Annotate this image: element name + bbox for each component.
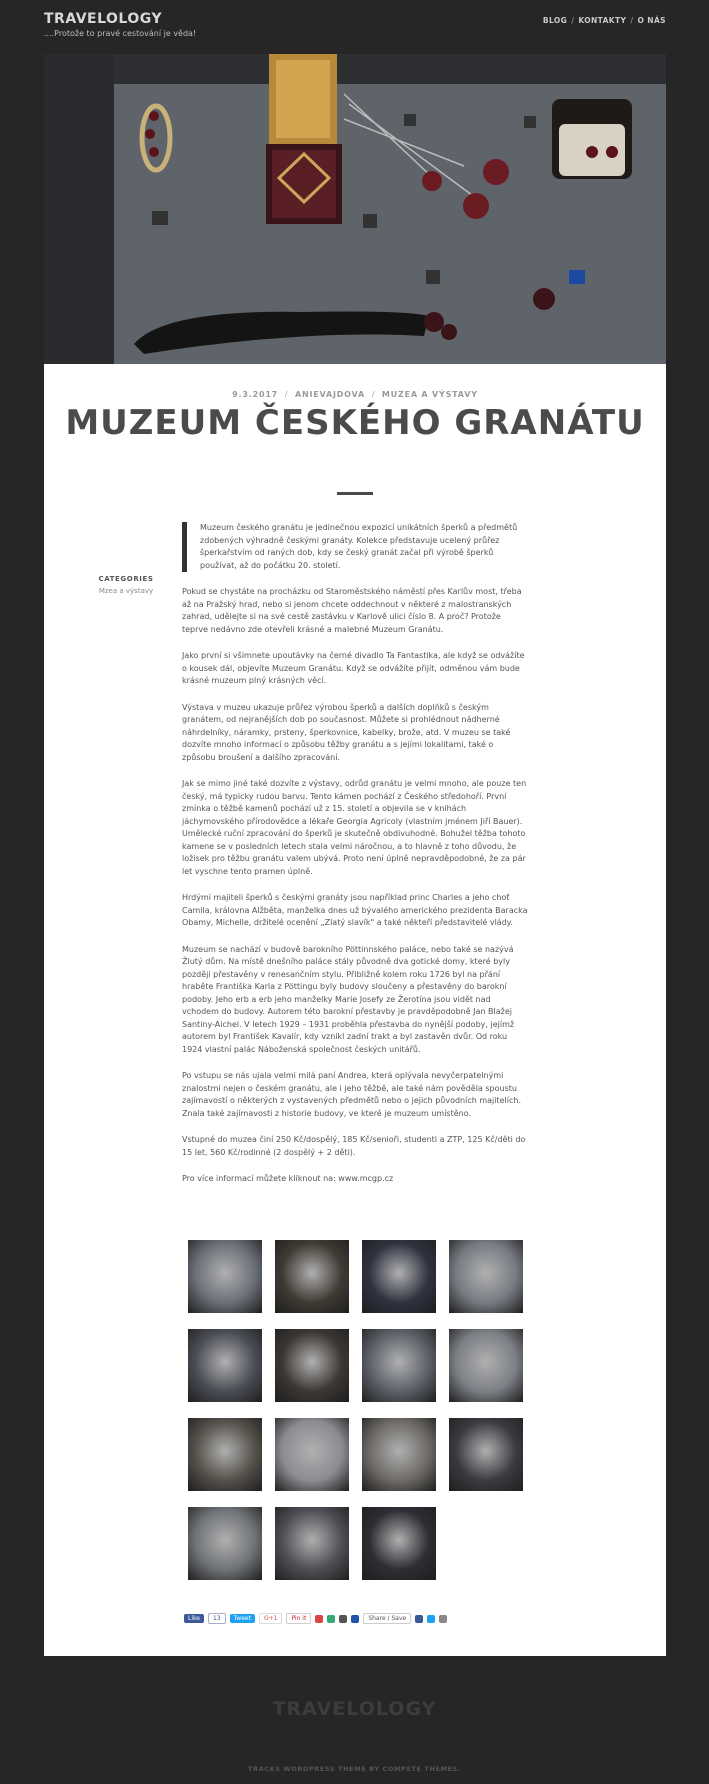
gmail-icon[interactable]	[315, 1615, 323, 1623]
messenger-icon[interactable]	[351, 1615, 359, 1623]
featured-image	[44, 54, 666, 364]
post-content	[182, 522, 528, 1200]
gallery-thumbnail[interactable]	[188, 1240, 262, 1313]
print-icon[interactable]	[339, 1615, 347, 1623]
facebook-like-button[interactable]: Like	[184, 1614, 204, 1623]
post-paragraph: Vstupné do muzea činí 250 Kč/dospělý, 185 Kč/senioři, studenti a ZTP, 125 Kč/děti do 15 let, 560 Kč/rodinné (2 dospělý + 2 děti).	[182, 1135, 526, 1157]
post-author[interactable]: ANIEVAJDOVA	[294, 390, 365, 399]
meta-separator: /	[371, 390, 376, 399]
site-header	[0, 0, 709, 54]
like-count: 13	[208, 1613, 226, 1624]
post-article	[44, 364, 666, 1656]
gallery-thumbnail[interactable]	[449, 1329, 523, 1402]
share-save-button[interactable]: Share / Save	[363, 1613, 411, 1624]
facebook-icon[interactable]	[415, 1615, 423, 1623]
gallery-thumbnail[interactable]	[362, 1418, 436, 1491]
post-paragraph: Pokud se chystáte na procházku od Staroměstského náměstí přes Karlův most, třeba až na Pražský hrad, nebo si jenom chcete oddechnout v některé z malostranských zahrad, udělejte si na své cestě zastávku v Karlově ulici číslo 8. A proč? Protože teprve nedávno zde otevřeli krásné a malebné Muzeum Granátu.	[182, 587, 522, 634]
main-nav	[543, 16, 666, 25]
post-paragraph[interactable]: Pro více informací můžete kliknout na: www.mcgp.cz	[182, 1174, 394, 1183]
gallery-thumbnail[interactable]	[188, 1418, 262, 1491]
gallery-thumbnail[interactable]	[362, 1507, 436, 1580]
more-share-icon[interactable]	[439, 1615, 447, 1623]
footer-site-title[interactable]: TRAVELOLOGY	[272, 1698, 437, 1720]
post-meta	[44, 390, 666, 399]
gallery-thumbnail[interactable]	[275, 1418, 349, 1491]
post-paragraph: Hrdými majiteli šperků s českými granáty jsou například princ Charles a jeho choť Camila, královna Alžběta, manželka dnes už bývalého amerického prezidenta Baracka Obamy, Michelle, držitelé ocenění „Zlatý slavík" a také někteří představitelé vlády.	[182, 893, 528, 927]
post-category[interactable]: MUZEA A VÝSTAVY	[381, 390, 478, 399]
gallery-thumbnail[interactable]	[362, 1329, 436, 1402]
post-intro-quote: Muzeum českého granátu je jedinečnou expozicí unikátních šperků a předmětů zdobených výhradně českými granáty. Kolekce představuje ucelený průřez šperkařstvím od raných dob, kdy se český granát začal při výrobě šperků používat, až do počátku 20. století.	[182, 522, 528, 572]
categories-widget	[86, 575, 166, 595]
google-plus-button[interactable]: G+1	[259, 1613, 283, 1624]
nav-o-nas[interactable]: O NÁS	[637, 16, 666, 25]
category-link[interactable]: Mzea a výstavy	[98, 587, 154, 595]
email-icon[interactable]	[327, 1615, 335, 1623]
post-paragraph: Muzeum se nachází v budově barokního Pöttinnského paláce, nebo také se nazývá Žlutý dům. Na místě dnešního paláce stály původně dva gotické domy, které byly později přestavěny v renesančním stylu. Přibližně kolem roku 1726 byl na přání hraběte Františka Karla z Pöttingu byly budovy sloučeny a přestavěny do barokní podoby. Jeho erb a erb jeho manželky Marie Josefy ze Žerotína jsou vidět nad vchodem do budovy. Autorem této barokní přestavby je pravděpodobně Jan Blažej Santiny-Aichel. V letech 1929 – 1931 proběhla přestavba do nynější podoby, jejímž autorem byl František Kavalír, kdy vznikl zadní trakt a byl zastavěn dvůr. Od roku 1924 vlastní palác Náboženská společnost českých unitářů.	[182, 944, 515, 1054]
nav-separator: /	[630, 16, 634, 25]
gallery-thumbnail[interactable]	[275, 1240, 349, 1313]
categories-heading: CATEGORIES	[98, 575, 154, 583]
pinterest-button[interactable]: Pin it	[286, 1613, 311, 1624]
site-title[interactable]: TRAVELOLOGY	[44, 11, 163, 27]
site-tagline: ....Protože to pravé cestování je věda!	[44, 29, 197, 38]
gallery-thumbnail[interactable]	[362, 1240, 436, 1313]
gallery-thumbnail[interactable]	[449, 1240, 523, 1313]
post-title: MUZEUM ČESKÉHO GRANÁTU	[65, 403, 645, 443]
gallery-thumbnail[interactable]	[275, 1507, 349, 1580]
nav-blog[interactable]: BLOG	[542, 16, 568, 25]
gallery-thumbnail[interactable]	[275, 1329, 349, 1402]
gallery-thumbnail[interactable]	[188, 1329, 262, 1402]
museum-display-photo	[44, 54, 666, 364]
title-divider	[337, 492, 373, 495]
gallery-thumbnail[interactable]	[188, 1507, 262, 1580]
meta-separator: /	[284, 390, 289, 399]
nav-kontakty[interactable]: KONTAKTY	[578, 16, 627, 25]
post-paragraph: Po vstupu se nás ujala velmi milá paní Andrea, která oplývala nevyčerpatelnými znalostmi nejen o českém granátu, ale i jeho těžbě, ale také nám pověděla spoustu zajímavostí o některých z vystavených předmětů nebo o jejich původních majitelích. Znala také zajímavosti z historie budovy, ve které je muzeum umístěno.	[182, 1071, 522, 1118]
footer-credit[interactable]: TRACKS WORDPRESS THEME BY COMPETE THEMES.	[248, 1765, 461, 1773]
post-paragraph: Výstava v muzeu ukazuje průřez výrobou šperků a dalších doplňků s českým granátem, od nejranějších dob po současnost. Můžete si prohlédnout nádherné náhrdelníky, náramky, prsteny, šperkovnice, kabelky, brože, atd. V muzeu se také dozvíte mnoho informací o způsobu těžby granátu a s jejími lokalitami, také o způsobu broušení a dalšího zpracování.	[182, 702, 511, 762]
share-bar	[184, 1613, 447, 1624]
gallery-thumbnail[interactable]	[449, 1418, 523, 1491]
post-paragraph: Jako první si všimnete upoutávky na černé divadlo Ta Fantastika, ale když se odvážíte o kousek dál, objevíte Muzeum Granátu. Když se odvážíte přijít, odměnou vám bude krásné muzeum plný krásných věcí.	[182, 651, 525, 685]
tweet-button[interactable]: Tweet	[230, 1614, 255, 1623]
twitter-icon[interactable]	[427, 1615, 435, 1623]
nav-separator: /	[571, 16, 575, 25]
post-date[interactable]: 9.3.2017	[232, 390, 279, 399]
post-paragraph: Jak se mimo jiné také dozvíte z výstavy, odrůd granátu je velmi mnoho, ale pouze ten český, má typicky rudou barvu. Tento kámen pochází z Českého středohoří. První zmínka o těžbě kamenů pochází už z 15. století a objevila se v knihách jáchymovského přírodovědce a lékaře Georgia Agricoly (vlastním jménem Jiří Bauer). Umělecké ruční zpracování do šperků je skutečně obdivuhodné. Bohužel těžba tohoto kamene se v posledních letech stala velmi náročnou, a to hlavně z toho důvodu, že ložisek pro těžbu granátu valem ubývá. Proto není úplně nepravděpodobné, že za pár let vyschne tento pramen úplně.	[182, 779, 527, 876]
